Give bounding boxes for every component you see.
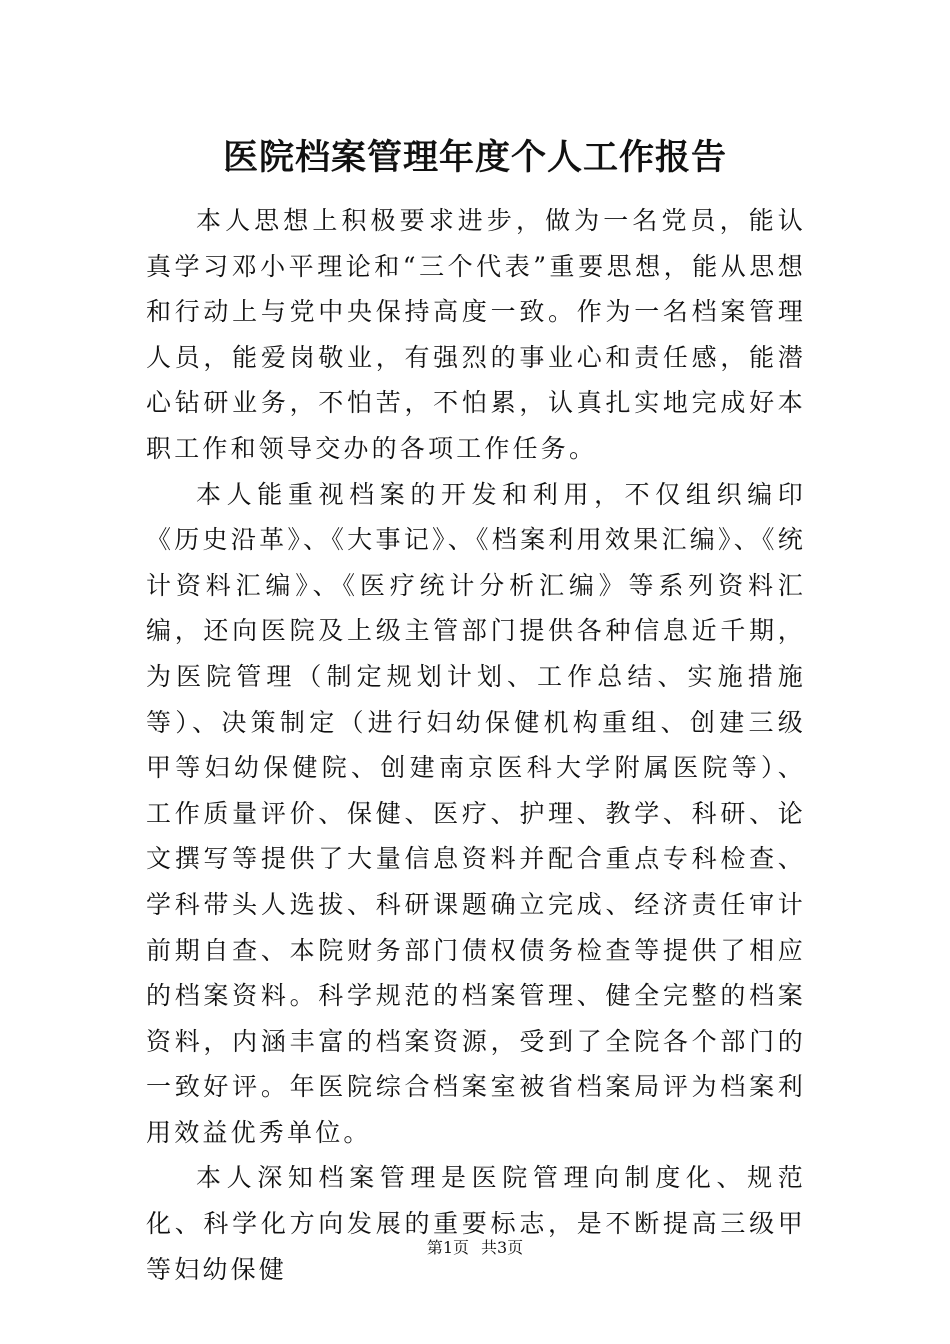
paragraph-1: 本人思想上积极要求进步，做为一名党员，能认真学习邓小平理论和“三个代表”重要思想，能从思想和行动上与党中央保持高度一致。作为一名档案管理人员，能爱岗敬业，有强烈的事业心和责任感，能潜心钻研业务，不怕苦，不怕累，认真扎实地完成好本职工作和领导交办的各项工作任务。 (146, 206, 806, 463)
paragraph-2: 本人能重视档案的开发和利用，不仅组织编印《历史沿革》、《大事记》、《档案利用效果汇编》、《统计资料汇编》、《医疗统计分析汇编》等系列资料汇编，还向医院及上级主管部门提供各种信息近千期，为医院管理（制定规划计划、工作总结、实施措施等）、决策制定（进行妇幼保健机构重组、创建三级甲等妇幼保健院、创建南京医科大学附属医院等）、工作质量评价、保健、医疗、护理、教学、科研、论文撰写等提供了大量信息资料并配合重点专科检查、学科带头人选拔、科研课题确立完成、经济责任审计前期自查、本院财务部门债权债务检查等提供了相应的档案资料。科学规范的档案管理、健全完整的档案资料，内涵丰富的档案资源，受到了全院各个部门的一致好评。年医院综合档案室被省档案局评为档案利用效益优秀单位。 (146, 479, 806, 1147)
page-footer (0, 1236, 950, 1260)
document-title: 医院档案管理年度个人工作报告 (222, 137, 727, 178)
page-number: 第1页 (426, 1238, 469, 1257)
paragraph-3: 本人深知档案管理是医院管理向制度化、规范化、科学化方向发展的重要标志，是不断提高三级甲等妇幼保健 (146, 1163, 806, 1284)
page-total: 共3页 (481, 1238, 524, 1257)
document-body (146, 198, 806, 1292)
